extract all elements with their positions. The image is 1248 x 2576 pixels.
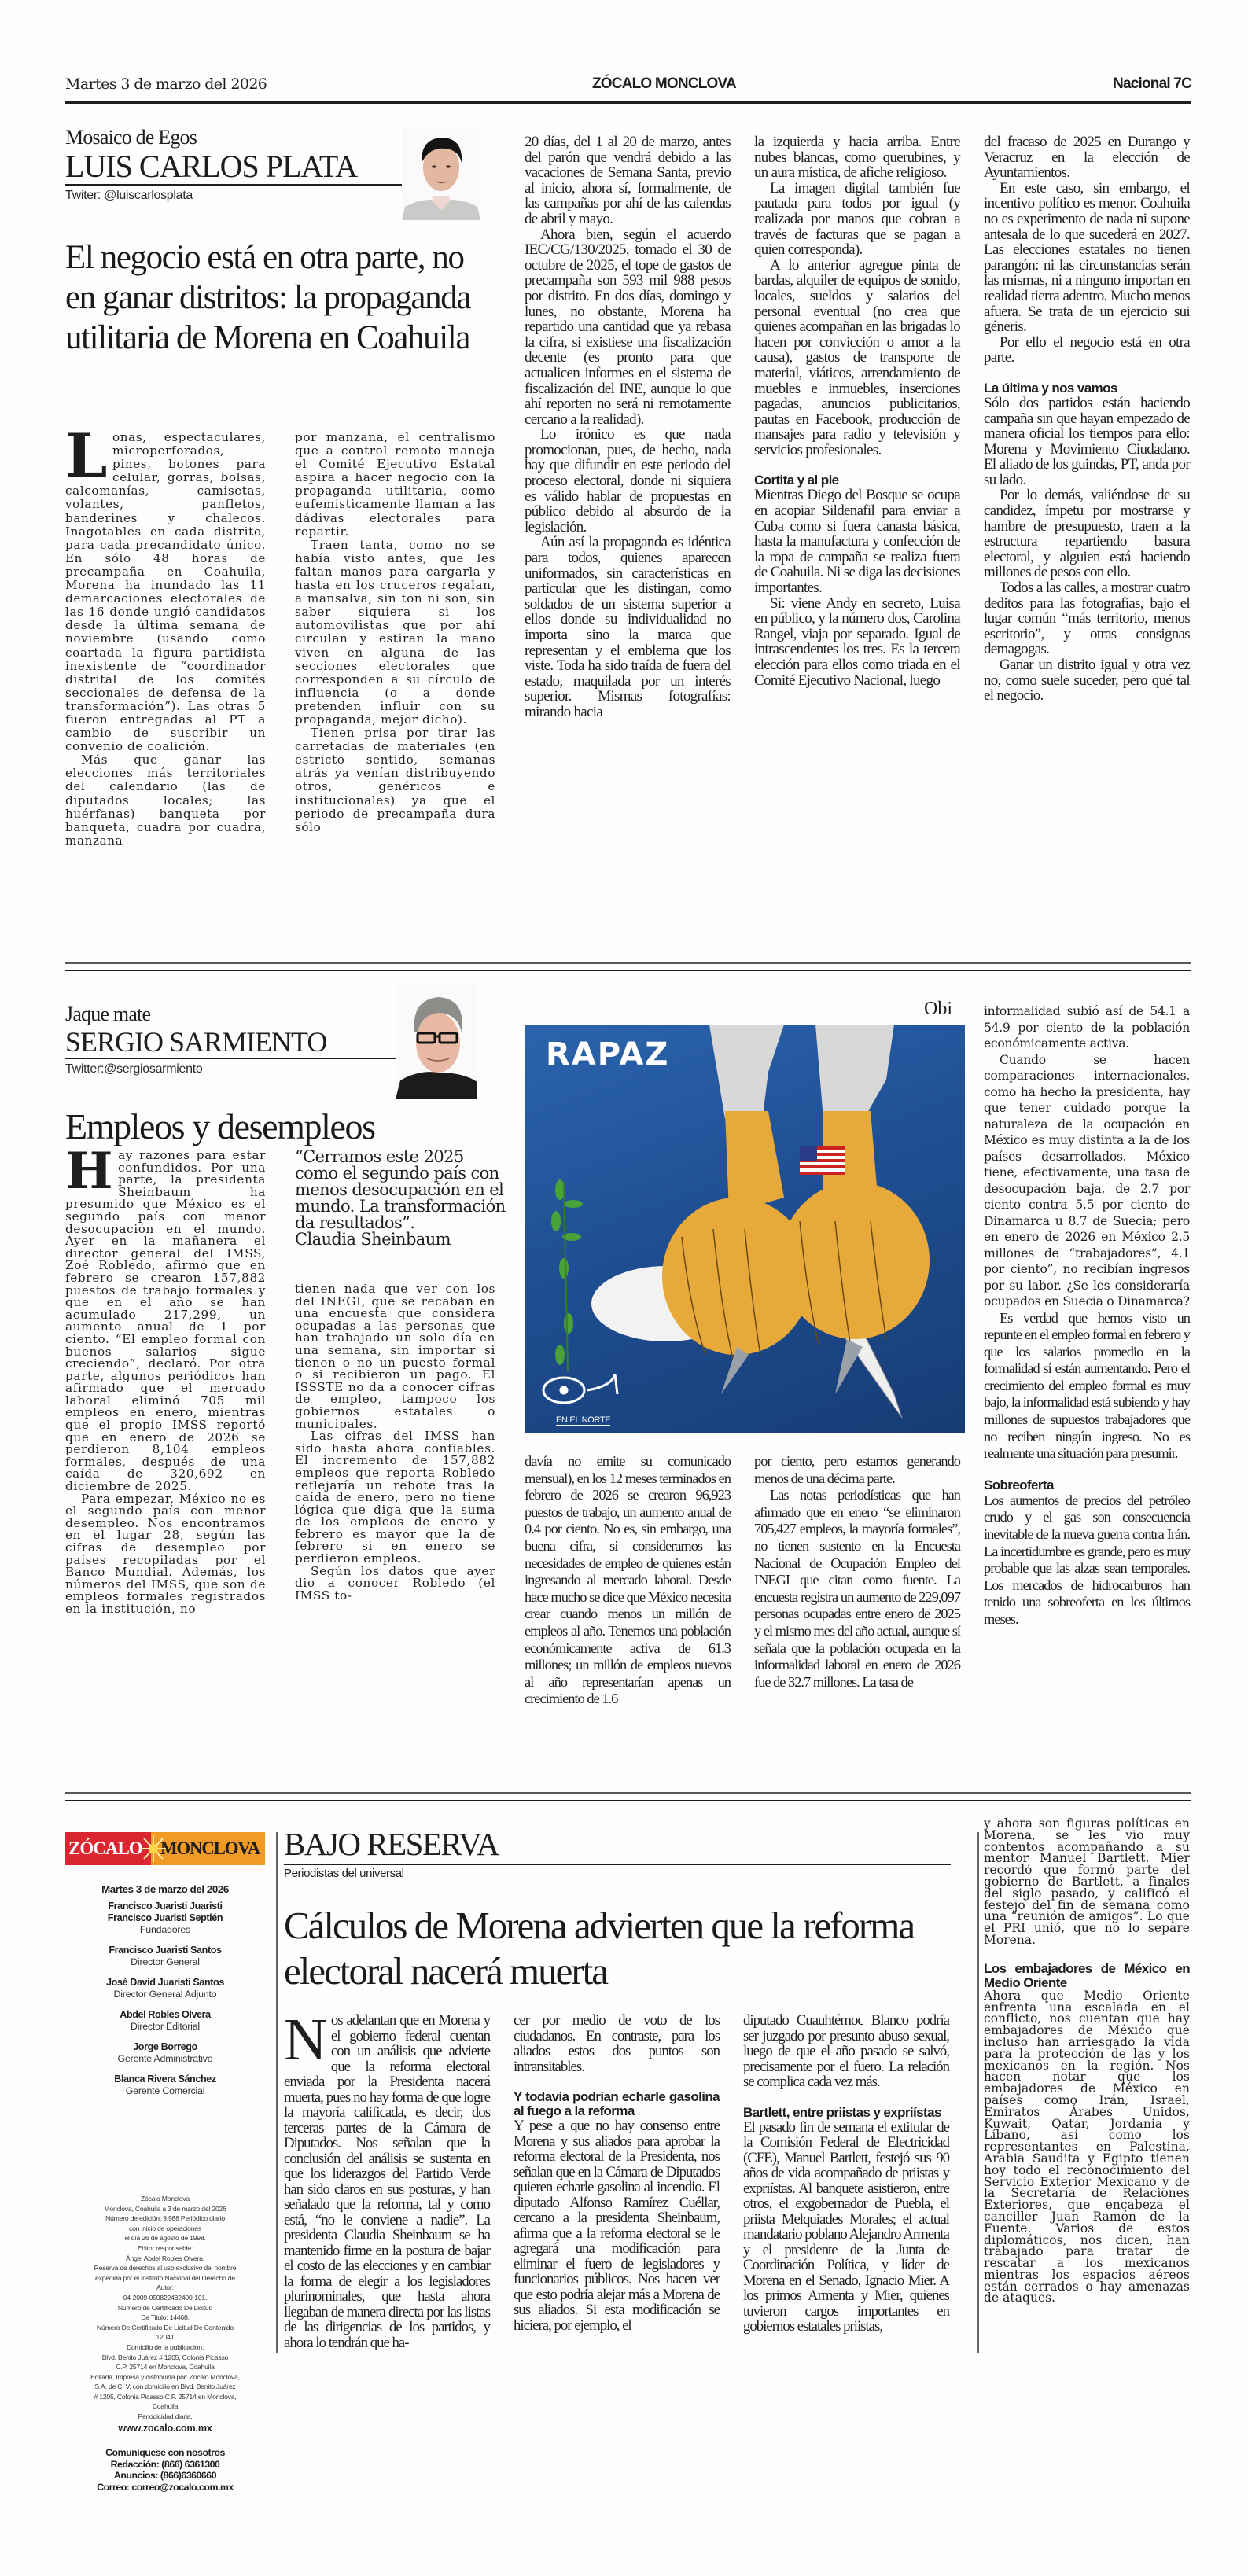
subhead: La última y nos vamos: [984, 380, 1117, 396]
article-paragraph: Sí: viene Andy en secreto, Luisa en público, y la número dos, Carolina Rangel, viaja por separado. Igual de intrascendentes los tres. Es la tercera elección para ellos como triada en el Comité Ejecutivo Nacional, luego: [754, 594, 960, 689]
staff-entry: Francisco Juaristi Santos Director General: [109, 1945, 222, 1967]
article-paragraph: Todos a las calles, a mostrar cuatro deditos para las fotografías, bajo el lugar común “más territorio, menos escritorio”, y otras consignas demagogas.: [984, 580, 1190, 658]
article-paragraph: Sólo dos partidos están haciendo campaña sin que hayan empezado de manera oficial los tiempos para ello: Morena y Movimiento Ciudadano. El aliado de los guindas, PT, anda por su lado.: [984, 394, 1190, 488]
plata-headshot: [402, 128, 480, 220]
article-paragraph: Aún así la propaganda es idéntica para todos, quienes aparecen uniformados, sin características en particular que les distingan, como soldados de un sistema superior a ellos donde su individualidad no importa sino la marca que representan y el emblema que los viste. Toda ha sido traída de fuera del estado, maquilada por un interés superior. Mismas fotografías: mirando hacia: [525, 534, 731, 720]
sarmiento-col-1: [65, 1142, 266, 1616]
portrait-photo-icon: [402, 128, 480, 220]
author-twitter: Twiter: @luiscarlosplata: [65, 188, 193, 202]
website-link[interactable]: www.zocalo.com.mx: [118, 2422, 212, 2434]
article-paragraph: Ahora bien, según el acuerdo IEC/CG/130/2025, tomado el 30 de octubre de 2025, el tope de gastos de precampaña son 593 mil 988 pesos por distrito. En dos días, domingo y lunes, no obstante, Morena ha repartido una cantidad que ya rebasa la cifra, si existiese una fiscalización decente (es pronto para que actualicen informes en el sistema de fiscalización del INE, aunque lo que ahí reporten no será ni remotamente cercano a la realidad).: [525, 226, 731, 428]
article-paragraph: Cuando se hacen comparaciones internacionales, como ha hecho la presidenta, hay que tener cuidado porque la naturaleza de la ocupación en México es muy distinta a la de los países desarrollados. México tiene, efectivamente, una tasa de desocupación baja, de 2.7 por ciento contra 5.5 por ciento de Dinamarca u 8.7 de Suecia; pero en enero de 2026 en México 2.5 millones de “trabajadores”, 4.1 por ciento”, no recibían ingresos por su labor. ¿Se les consideraría ocupados en Suecia o Dinamarca?: [984, 1052, 1190, 1308]
logo-left-text: ZÓCALO: [65, 1832, 151, 1865]
section-divider: [65, 970, 1191, 971]
article-paragraph: El pasado fin de semana el extitular de la Comisión Federal de Electricidad (CFE), Manuel Bartlett, festejó sus 90 años de vida acompañado de priistas y expriístas. Al banquete asistieron, entre otros, el exgobernador de Puebla, el priista Melquiades Morales; el actual mandatario poblano Alejandro Armenta y el presidente de la Junta de Coordinación Política, y líder de Morena en el Senado, Ignacio Mier. A los primos Armenta y Mier, quienes tuvieron cargos importantes en gobiernos estatales priistas,: [743, 2118, 949, 2335]
plata-col-4: [754, 134, 960, 688]
bajo-reserva-col-1: [284, 2007, 490, 2351]
article-paragraph: del fracaso de 2025 en Durango y Veracruz en la elección de Ayuntamientos.: [984, 134, 1190, 182]
pull-quote: [295, 1149, 507, 1248]
contact-email[interactable]: Correo: correo@zocalo.com.mx: [97, 2481, 234, 2493]
masthead-rule: [65, 101, 1191, 104]
staff-entry: José David Juaristi Santos Director General Adjunto: [106, 1977, 224, 2000]
bajo-reserva-headline: Cálculos de Morena advierten que la reforma electoral nacerá muerta: [284, 1904, 915, 1993]
dropcap: L: [65, 421, 109, 491]
cartoonist-signature-icon: [543, 1374, 617, 1403]
article-paragraph: Por lo demás, valiéndose de su candidez, ímpetu por mostrarse y hambre de presupuesto, traen a la estructura repartiendo basura electoral, y alguien está haciendo millones de pesos con ello.: [984, 487, 1190, 581]
article-paragraph: Ahora que Medio Oriente enfrenta una escalada en el conflicto, nos cuentan que hay embajadores de México que incluso han arriesgado la vida para la protección de las y los mexicanos en la región. Nos hacen notar que los embajadores de México en países como Irán, Israel, Emiratos Árabes Unidos, Kuwait, Qatar, Jordania y Líbano, así como los representantes en Palestina, Arabia Saudita y Egipto tienen hoy todo el reconocimiento del Servicio Exterior Mexicano y de la Secretaría de Relaciones Exteriores, que encabeza el canciller Juan Ramón de la Fuente. Varios de estos diplomáticos, nos dicen, han trabajado para tratar de rescatar a los mexicanos mientras los espacios aéreos están cerrados o hay amenazas de ataques.: [984, 1988, 1190, 2306]
article-paragraph: Las cifras del IMSS han sido hasta ahora confiables. El incremento de 157,882 empleos que reporta Robledo reflejaría un rebote tras la caída de enero, pero no tiene lógica que diga que la suma de los empleos de enero y febrero es mayor que la de febrero si en enero se perdieron empleos.: [295, 1429, 495, 1566]
staff-entry: Abdel Robles Olvera Director Editorial: [120, 2009, 211, 2032]
cartoon-talons-dove-illustration: [525, 1025, 965, 1433]
dropcap: N: [284, 2007, 326, 2073]
bajo-reserva-title: BAJO RESERVA: [284, 1826, 499, 1862]
contact-ads-phone: Anuncios: (866)6360660: [113, 2470, 217, 2481]
cartoon-credit: EN EL NORTE: [556, 1415, 611, 1425]
article-paragraph: la izquierda y hacia arriba. Entre nubes blancas, como querubines, y un aura mística, de afiche religioso.: [754, 134, 960, 182]
staff-entry: Blanca Rivera Sánchez Gerente Comercial: [114, 2074, 216, 2096]
contact-heading: Comuníquese con nosotros: [105, 2447, 225, 2458]
bajo-reserva-col-2: [514, 2013, 720, 2333]
author-twitter: Twitter:@sergiosarmiento: [65, 1062, 203, 1076]
article-paragraph: Ganar un distrito igual y otra vez no, como suele suceder, pero qué tal el negocio.: [984, 657, 1190, 705]
logo-right-text: MONCLOVA: [151, 1832, 265, 1865]
article-paragraph: Los aumentos de precios del petróleo crudo y el gas son consecuencia inevitable de la nueva guerra contra Irán. La incertidumbre es grande, pero es muy probable que las alzas sean temporales. Los mercados de hidrocarburos han tenido una sobreoferta en los últimos meses.: [984, 1492, 1190, 1627]
plata-headline: El negocio está en otra parte, no en ganar distritos: la propaganda utilitaria de Morena en Coahuila: [65, 239, 471, 356]
article-paragraph: tienen nada que ver con los del INEGI, que se recaban en una encuesta que considera ocupadas a las personas que han trabajado un solo día en una semana, sin importar si tienen o no un puesto formal o si recibieron un pago. El ISSSTE no da a conocer cifras de empleo, tampoco los gobiernos estatales o municipales.: [295, 1282, 495, 1431]
zocalo-monclova-logo: [65, 1832, 265, 1865]
column-vertical-rule: [276, 1832, 278, 2353]
bajo-reserva-col-3: [743, 2013, 949, 2335]
article-paragraph: cer por medio de voto de los ciudadanos. En contraste, para los aliados estos dos puntos son intransitables.: [514, 2012, 720, 2075]
sarmiento-col-4: [754, 1453, 960, 1691]
pull-quote-text: “Cerramos este 2025 como el segundo país con menos desocupación en el mundo. La transformación da resultados”.: [295, 1147, 506, 1232]
article-paragraph: Mientras Diego del Bosque se ocupa en acopiar Sildenafil para enviar a Cuba como si fuera canasta básica, hasta la manufactura y confección de la ropa de campaña se realiza fuera de Coahuila. Ni se diga las decisiones importantes.: [754, 487, 960, 597]
section-divider: [65, 1800, 1191, 1801]
subhead: Los embajadores de México en Medio Oriente: [984, 1960, 1190, 1990]
column-kicker: Mosaico de Egos: [65, 126, 197, 149]
sun-burst-icon: [141, 1835, 166, 1862]
staff-entry: Jorge Borrego Gerente Administrativo: [117, 2041, 213, 2064]
contact-info: [65, 2447, 265, 2493]
article-paragraph: Y pese a que no hay consenso entre Morena y sus aliados para aprobar la reforma electoral de la Presidenta, nos señalan que en la Cámara de Diputados quieren echarle gasolina al incendio. El diputado Alfonso Ramírez Cuéllar, cercano a la presidenta Sheinbaum, afirma que a la reforma electoral se le agregará una modificación para eliminar el fuero de legisladores y funcionarios públicos. Nos hacen ver que esto podría alejar más a Morena de sus aliados. Si esta modificación se hiciera, por ejemplo, el: [514, 2118, 720, 2334]
article-paragraph: Tienen prisa por tirar las carretadas de materiales (en estricto sentido, semanas atrás ya venían distribuyendo otros, genéricos e institucionales) ya que el periodo de precampaña dura sólo: [295, 726, 495, 834]
article-paragraph: informalidad subió así de 54.1 a 54.9 por ciento de la población económicamente activa.: [984, 1004, 1190, 1051]
dropcap: H: [65, 1142, 114, 1201]
plata-col-2: [295, 431, 495, 834]
sarmiento-col-5: [984, 1003, 1190, 1628]
us-flag-icon: [800, 1146, 845, 1175]
sarmiento-headshot: [396, 984, 477, 1099]
section-divider: [65, 1792, 1191, 1794]
article-paragraph: Es verdad que hemos visto un repunte en el empleo formal en febrero y que los salarios promedio en la formalidad sí están aumentando. Pero el crecimiento del empleo formal es muy bajo, la informalidad está subiendo y hay millones de supuestos trabajadores que no reciben ningún ingreso. No es realmente una situación para presumir.: [984, 1309, 1190, 1462]
subhead: Cortita y al pie: [754, 473, 839, 488]
cartoonist-label: Obi: [924, 999, 952, 1019]
column-vertical-rule: [977, 1832, 979, 2353]
article-paragraph: 20 días, del 1 al 20 de marzo, antes del parón que vendrá debido a las vacaciones de Semana Santa, previo al inicio, ahora sí, formalmente, de las campañas por ahí de las calendas de abril y mayo.: [525, 134, 731, 227]
staff-directory: [65, 1883, 265, 2106]
article-paragraph: por ciento, pero estamos generando menos de una décima parte.: [754, 1453, 960, 1486]
sarmiento-col-2: [295, 1283, 495, 1602]
article-paragraph: Traen tanta, como no se había visto antes, que les faltan manos para cargarla y hasta en los cruceros regalan, a mansalva, sin ton ni son, sin saber siquiera si los automovilistas que por ahí circulan y estiran la mano viven en alguna de las secciones electorales que corresponden a su círculo de influencia (o a donde pretenden influir con su propaganda, mejor dicho).: [295, 537, 495, 727]
editorial-cartoon: [525, 1025, 965, 1433]
article-paragraph: En este caso, sin embargo, el incentivo político es menor. Coahuila no es experimento de nada ni supone antesala de lo que sucederá en 2027. Las elecciones estatales no tienen parangón: ni las circunstancias serán las mismas, ni a ninguno importan en realidad tierra adentro. Mucho menos afuera. Se trata de un ejercicio sui géneris.: [984, 179, 1190, 336]
article-paragraph: Por ello el negocio está en otra parte.: [984, 333, 1190, 366]
article-paragraph: La imagen digital también fue pautada para todos por igual (y realizada por manos que cobran a través de facturas que se pagan a quien corresponda).: [754, 179, 960, 259]
masthead: [65, 75, 1191, 96]
sarmiento-col-3: [525, 1453, 731, 1708]
masthead-paper-name: ZÓCALO MONCLOVA: [592, 75, 736, 92]
legal-notice: Zócalo Monclova Monclova, Coahuila a 3 de marzo del 2026 Número de edición: 9,988 Periódico diario con inicio de operaciones el día 26 de agosto de 1998. Editor responsable: Ángel Abdel Robles Olvera. Reserva de derechos al uso exclusivo del nombre expedida por el Instituto Nacional del Derecho de Autor: 04-2009-050822432400-101. Número de Certificado De Licitud De Titulo: 14468. Número De Certificado De Licitud De Contenido 12041 Domicilio de la publicación: Blvd. Benito Juárez # 1205, Colonia Picasso C.P. 25714 en Monclova, Coahuila Editada, Impresa y distribuida por: Zócalo Monclova, S.A. de C. V. con domicilio en Blvd. Benito Juárez # 1205, Colonia Picasso C.P. 25714 en Monclova, Coahuila Periodicidad diaria. www.zocalo.com.mx: [65, 2194, 265, 2434]
plata-col-1: [65, 421, 266, 848]
plata-col-5: [984, 134, 1190, 704]
article-paragraph: Según los datos que ayer dio a conocer Robledo (el IMSS to-: [295, 1563, 495, 1603]
article-paragraph: Lonas, espectaculares, microperforados, pines, botones para celular, gorras, bolsas, calcomanías, camisetas, volantes, panfletos, banderines y chalecos. Inagotables en cada distrito, para cada precandidato único. En sólo 48 horas de precampaña en Coahuila, Morena ha inundado las 11 demarcaciones electorales de las 16 donde ungió candidatos desde la última semana de noviembre (usando como coartada la figura partidista inexistente de “coordinador distrital de los comités seccionales de defensa de la transformación”). Las otras 5 fueron entregadas al PT a cambio de suscribir un convenio de coalición.: [65, 421, 266, 754]
contact-newsroom-phone: Redacción: (866) 6361300: [110, 2458, 220, 2470]
subhead: Sobreoferta: [984, 1477, 1054, 1492]
article-paragraph: Hay razones para estar confundidos. Por una parte, la presidenta Sheinbaum ha presumido que México es el segundo país con menor desocupación en el mundo. Ayer en la mañanera el director general del IMSS, Zoé Robledo, afirmó que en febrero se crearon 157,882 puestos de trabajo formales y que en el año se han acumulado 217,299, un aumento anual de 1 por ciento. “El empleo formal con buenos salarios sigue creciendo”, declaró. Por otra parte, algunos periódicos han afirmado que el mercado laboral eliminó 705 mil empleos en enero, mientras que el propio IMSS reportó que en enero de 2026 se perdieron 8,104 empleos formales, después de una caída de 320,692 en diciembre de 2025.: [65, 1142, 266, 1494]
subhead: Y todavía podrían echarle gasolina al fuego a la reforma: [514, 2089, 720, 2118]
column-author: LUIS CARLOS PLATA: [65, 149, 357, 184]
plata-col-3: [525, 134, 731, 720]
bajo-reserva-col-4: [984, 1818, 1190, 2304]
column-kicker: Jaque mate: [65, 1003, 151, 1025]
masthead-date: Martes 3 de marzo del 2026: [65, 75, 267, 93]
portrait-photo-icon: [396, 984, 477, 1099]
directory-date: Martes 3 de marzo del 2026: [101, 1883, 229, 1895]
article-paragraph: y ahora son figuras políticas en Morena, se les vio muy contentos acompañando a su mentor Manuel Bartlett. Mier recordó que formó parte del gobierno de Bartlett, a finales del siglo pasado, y calificó el festejo del fin de semana como una “reunión de amigos”. Lo que el PRI unió, que no lo separe Morena.: [984, 1816, 1190, 1947]
article-paragraph: diputado Cuauhtémoc Blanco podría ser juzgado por presunto abuso sexual, luego de que el año pasado se salvó, precisamente por el fuero. La relación se complica cada vez más.: [743, 2012, 949, 2090]
article-paragraph: Más que ganar las elecciones más territoriales del calendario (las de diputados locales; las huérfanas) banqueta por banqueta, cuadra por cuadra, manzana: [65, 753, 266, 848]
staff-entry: Francisco Juaristi Juaristi Francisco Juaristi Septién Fundadores: [107, 1901, 223, 1935]
pull-quote-author: Claudia Sheinbaum: [295, 1230, 451, 1249]
article-paragraph: A lo anterior agregue pinta de bardas, alquiler de equipos de sonido, locales, sueldos y salarios del personal eventual (no crea que quienes acompañan en las brigadas lo hacen por convicción o amor a la causa), gastos de transporte de material, viáticos, arrendamiento de muebles e inmuebles, inserciones pagadas, anuncios publicitarios, pautas en Facebook, producción de mansajes para radio y televisión y servicios profesionales.: [754, 256, 960, 458]
masthead-section: Nacional 7C: [1113, 75, 1191, 92]
article-paragraph: Lo irónico es que nada promocionan, pues, de hecho, nada hay que difundir en este periodo del proceso electoral, donde ni siquiera es válido hablar de propuestas en público debido al absurdo de la legislación.: [525, 426, 731, 535]
column-author: SERGIO SARMIENTO: [65, 1026, 327, 1058]
cartoon-title: RAPAZ: [546, 1036, 670, 1073]
sarmiento-headline: Empleos y desempleos: [65, 1106, 375, 1146]
bajo-reserva-rule: [284, 1864, 951, 1865]
article-paragraph: Nos adelantan que en Morena y el gobierno federal cuentan con un análisis que advierte que la reforma electoral enviada por la Presidenta nacerá muerta, pues no hay forma de que logre la mayoría calificada, es decir, dos terceras partes de la Cámara de Diputados. Nos señalan que la conclusión del análisis se sustenta en que los liderazgos del Partido Verde han sido claros en sus posturas, y han señalado que la reforma, tal y como está, “no le conviene a nadie”. La presidenta Claudia Sheinbaum se ha mantenido firme en la postura de bajar el costo de las elecciones y en cambiar la forma de elegir a los legisladores plurinominales, que hasta ahora llegaban de manera directa por las listas de las dirigencias de los partidos, y ahora lo tendrán que ha-: [284, 2007, 490, 2351]
bajo-reserva-subtitle: Periodistas del universal: [284, 1867, 404, 1880]
article-paragraph: por manzana, el centralismo que a control remoto maneja el Comité Ejecutivo Estatal aspira a hacer negocio con la propaganda utilitaria, como eufemísticamente llaman a las dádivas electorales para repartir.: [295, 430, 495, 539]
article-paragraph: davía no emite su comunicado mensual), en los 12 meses terminados en febrero de 2026 se crearon 96,923 puestos de trabajo, un aumento anual de 0.4 por ciento. No es, sin embargo, una buena cifra, si consideramos las necesidades de empleo de quienes están ingresando al mercado laboral. Desde hace mucho se dice que México necesita crear cuando menos un millón de empleos al año. Tenemos una población económicamente activa de 61.3 millones; un millón de empleos nuevos al año representarían apenas un crecimiento de 1.6: [525, 1453, 731, 1707]
subhead: Bartlett, entre priistas y expriístas: [743, 2104, 941, 2120]
article-paragraph: Para empezar, México no es el segundo país con menor desempleo. Nos encontramos en el lugar 28, según las cifras de desempleo por países recopiladas por el Banco Mundial. Además, los números del IMSS, que son de empleos formales registrados en la institución, no: [65, 1491, 266, 1616]
article-paragraph: Las notas periodísticas que han afirmado que en enero “se eliminaron 705,427 empleos, la mayoría formales”, no tienen sustento en la Encuesta Nacional de Ocupación Empleo del INEGI que citan como fuente. La encuesta registra un aumento de 229,097 personas ocupadas entre enero de 2025 y el mismo mes del año actual, aunque sí señala que la población ocupada en la informalidad laboral en enero de 2026 fue de 32.7 millones. La tasa de: [754, 1487, 960, 1690]
section-divider: [65, 962, 1191, 964]
